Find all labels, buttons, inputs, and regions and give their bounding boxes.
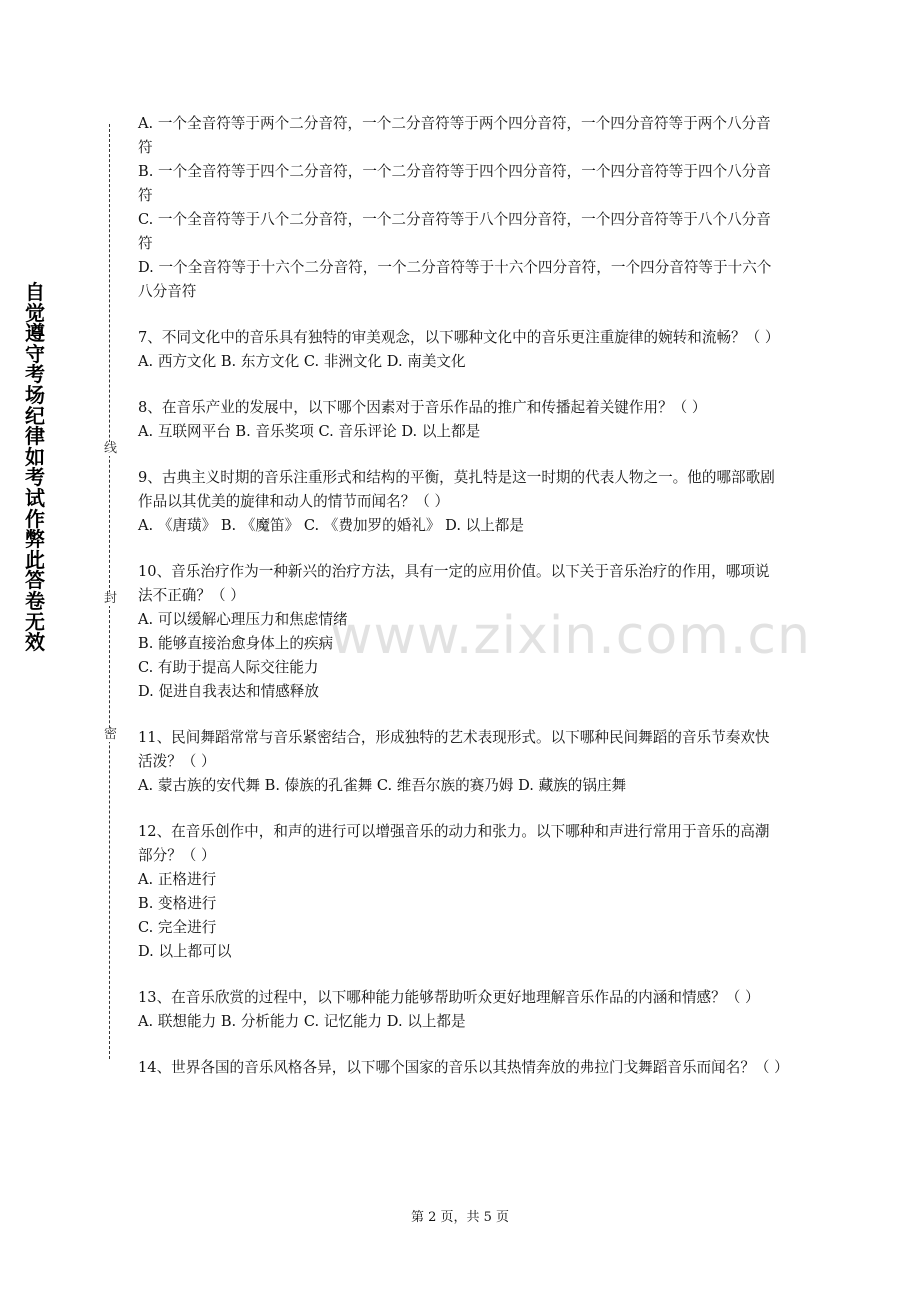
question-9	[138, 466, 782, 538]
question-13	[138, 986, 782, 1034]
question-stem: 12、在音乐创作中，和声的进行可以增强音乐的动力和张力。以下哪种和声进行常用于音乐的高潮部分？（ ）	[138, 823, 770, 864]
question-stem: 8、在音乐产业的发展中，以下哪个因素对于音乐作品的推广和传播起着关键作用？（ ）	[138, 399, 707, 416]
option: A. 蒙古族的安代舞 B. 傣族的孔雀舞 C. 维吾尔族的赛乃姆 D. 藏族的锅庄舞	[138, 777, 627, 794]
option: D. 促进自我表达和情感释放	[138, 683, 319, 700]
question-8	[138, 396, 782, 444]
page-number: 第 2 页，共 5 页	[410, 1210, 510, 1225]
option: C. 一个全音符等于八个二分音符，一个二分音符等于八个四分音符，一个四分音符等于八个八分音符	[138, 211, 771, 252]
option: A. 西方文化 B. 东方文化 C. 非洲文化 D. 南美文化	[138, 353, 466, 370]
option: B. 变格进行	[138, 895, 217, 912]
option: B. 一个全音符等于四个二分音符，一个二分音符等于四个四分音符，一个四分音符等于四个八分音符	[138, 163, 771, 204]
option: A. 互联网平台 B. 音乐奖项 C. 音乐评论 D. 以上都是	[138, 423, 481, 440]
option: B. 能够直接治愈身体上的疾病	[138, 635, 334, 652]
option: C. 有助于提高人际交往能力	[138, 659, 319, 676]
question-14	[138, 1056, 789, 1080]
exam-discipline-notice: 自觉遵守考场纪律如考试作弊此答卷无效	[25, 280, 45, 655]
option: A. 《唐璜》 B. 《魔笛》 C. 《费加罗的婚礼》 D. 以上都是	[138, 517, 524, 534]
question-12	[138, 820, 782, 964]
option: A. 联想能力 B. 分析能力 C. 记忆能力 D. 以上都是	[138, 1013, 466, 1030]
question-stem: 14、世界各国的音乐风格各异，以下哪个国家的音乐以其热情奔放的弗拉门戈舞蹈音乐而闻名？（ ）	[138, 1059, 789, 1076]
question-11	[138, 726, 782, 798]
question-stem: 10、音乐治疗作为一种新兴的治疗方法，具有一定的应用价值。以下关于音乐治疗的作用，哪项说法不正确？（ ）	[138, 563, 770, 604]
cut-mark-secret: 密	[104, 727, 118, 742]
question-stem: 13、在音乐欣赏的过程中，以下哪种能力能够帮助听众更好地理解音乐作品的内涵和情感？（ ）	[138, 989, 760, 1006]
option: A. 可以缓解心理压力和焦虑情绪	[138, 611, 348, 628]
option: C. 完全进行	[138, 919, 217, 936]
question-10	[138, 560, 782, 704]
question-stem: 7、不同文化中的音乐具有独特的审美观念，以下哪种文化中的音乐更注重旋律的婉转和流畅？（ ）	[138, 329, 780, 346]
question-7	[138, 326, 782, 374]
option: A. 正格进行	[138, 871, 217, 888]
watermark: www.zixin.com.cn	[330, 606, 811, 666]
option: D. 一个全音符等于十六个二分音符，一个二分音符等于十六个四分音符，一个四分音符等于十六个八分音符	[138, 259, 772, 300]
option: D. 以上都可以	[138, 943, 232, 960]
previous-question-options	[138, 112, 782, 304]
cut-mark-seal: 封	[104, 591, 118, 606]
cut-mark-line: 线	[104, 441, 118, 456]
question-stem: 11、民间舞蹈常常与音乐紧密结合，形成独特的艺术表现形式。以下哪种民间舞蹈的音乐节奏欢快活泼？（ ）	[138, 729, 770, 770]
option: A. 一个全音符等于两个二分音符，一个二分音符等于两个四分音符，一个四分音符等于两个八分音符	[138, 115, 771, 156]
exam-content	[138, 112, 789, 1102]
question-stem: 9、古典主义时期的音乐注重形式和结构的平衡，莫扎特是这一时期的代表人物之一。他的哪部歌剧作品以其优美的旋律和动人的情节而闻名？（ ）	[138, 469, 775, 510]
